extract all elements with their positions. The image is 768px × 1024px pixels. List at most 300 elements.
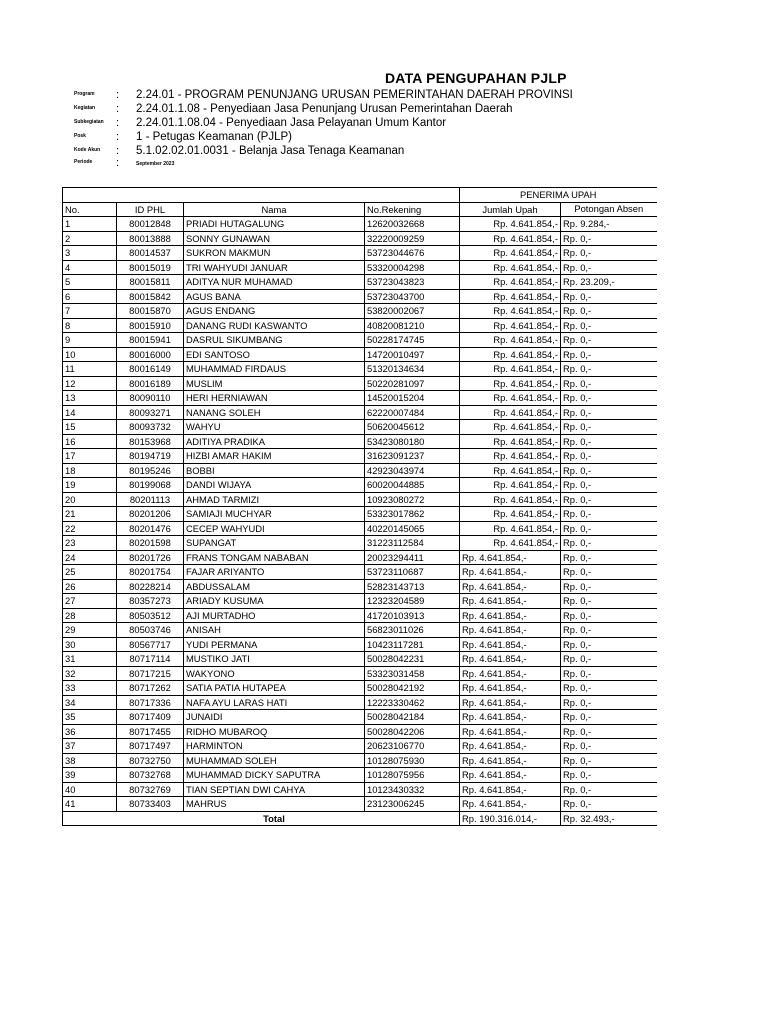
row-jumlah-upah: Rp. 4.641.854,- [460,492,561,507]
row-id-phl: 80503746 [117,623,184,638]
row-nama: ADITYA NUR MUHAMAD [184,275,365,290]
row-rekening: 56823011026 [365,623,460,638]
table-row [63,376,657,391]
row-potongan: Rp. 0,- [561,637,657,652]
row-no: 32 [63,666,117,681]
row-jumlah-upah: Rp. 4.641.854,- [460,579,561,594]
row-potongan: Rp. 0,- [561,608,657,623]
row-rekening: 32220009259 [365,231,460,246]
row-no: 2 [63,231,117,246]
row-rekening: 53723044676 [365,246,460,261]
row-nama: HERI HERNIAWAN [184,391,365,406]
wage-table [62,187,657,826]
row-id-phl: 80732768 [117,768,184,783]
meta-line [74,157,674,171]
row-rekening: 14520015204 [365,391,460,406]
row-potongan: Rp. 0,- [561,797,657,812]
row-no: 38 [63,753,117,768]
meta-line [74,89,674,103]
meta-colon: : [116,145,120,157]
row-id-phl: 80201206 [117,507,184,522]
row-rekening: 23123006245 [365,797,460,812]
row-jumlah-upah: Rp. 4.641.854,- [460,449,561,464]
row-rekening: 12620032668 [365,217,460,232]
row-nama: MUSLIM [184,376,365,391]
row-jumlah-upah: Rp. 4.641.854,- [460,782,561,797]
row-no: 22 [63,521,117,536]
row-id-phl: 80015910 [117,318,184,333]
row-id-phl: 80090110 [117,391,184,406]
row-jumlah-upah: Rp. 4.641.854,- [460,594,561,609]
row-no: 28 [63,608,117,623]
meta-value: September 2023 [136,161,175,167]
row-no: 9 [63,333,117,348]
row-id-phl: 80717215 [117,666,184,681]
row-potongan: Rp. 0,- [561,289,657,304]
row-no: 19 [63,478,117,493]
row-rekening: 14720010497 [365,347,460,362]
table-row [63,565,657,580]
row-rekening: 53323031458 [365,666,460,681]
row-no: 35 [63,710,117,725]
row-jumlah-upah: Rp. 4.641.854,- [460,362,561,377]
row-id-phl: 80012848 [117,217,184,232]
row-id-phl: 80717409 [117,710,184,725]
row-potongan: Rp. 0,- [561,231,657,246]
row-rekening: 50620045612 [365,420,460,435]
row-rekening: 60020044885 [365,478,460,493]
row-nama: MUHAMMAD DICKY SAPUTRA [184,768,365,783]
row-id-phl: 80201598 [117,536,184,551]
row-nama: ABDUSSALAM [184,579,365,594]
meta-label: Kegiatan [74,105,96,111]
row-jumlah-upah: Rp. 4.641.854,- [460,478,561,493]
row-nama: MUHAMMAD FIRDAUS [184,362,365,377]
row-id-phl: 80732750 [117,753,184,768]
row-nama: AGUS ENDANG [184,304,365,319]
row-potongan: Rp. 0,- [561,724,657,739]
table-row [63,217,657,232]
row-id-phl: 80015941 [117,333,184,348]
row-rekening: 20623106770 [365,739,460,754]
row-nama: HIZBI AMAR HAKIM [184,449,365,464]
row-potongan: Rp. 0,- [561,362,657,377]
row-rekening: 12223330462 [365,695,460,710]
col-header-nama: Nama [184,202,365,217]
row-jumlah-upah: Rp. 4.641.854,- [460,391,561,406]
row-nama: FRANS TONGAM NABABAN [184,550,365,565]
row-rekening: 10423117281 [365,637,460,652]
row-jumlah-upah: Rp. 4.641.854,- [460,608,561,623]
row-nama: SONNY GUNAWAN [184,231,365,246]
row-nama: SATIA PATIA HUTAPEA [184,681,365,696]
row-nama: AJI MURTADHO [184,608,365,623]
row-nama: MUSTIKO JATI [184,652,365,667]
row-jumlah-upah: Rp. 4.641.854,- [460,623,561,638]
row-potongan: Rp. 0,- [561,753,657,768]
row-nama: CECEP WAHYUDI [184,521,365,536]
row-rekening: 10923080272 [365,492,460,507]
row-no: 26 [63,579,117,594]
row-jumlah-upah: Rp. 4.641.854,- [460,304,561,319]
row-nama: TRI WAHYUDI JANUAR [184,260,365,275]
row-no: 20 [63,492,117,507]
table-row [63,695,657,710]
row-no: 11 [63,362,117,377]
table-row [63,434,657,449]
meta-label: Periode [74,159,93,165]
table-row [63,391,657,406]
row-potongan: Rp. 0,- [561,652,657,667]
meta-value: 1 - Petugas Keamanan (PJLP) [136,131,292,143]
row-rekening: 40820081210 [365,318,460,333]
table-row [63,492,657,507]
row-nama: MUHAMMAD SOLEH [184,753,365,768]
row-no: 30 [63,637,117,652]
meta-line [74,117,674,131]
meta-label: Program [74,91,95,97]
meta-colon: : [116,103,120,115]
row-jumlah-upah: Rp. 4.641.854,- [460,652,561,667]
row-potongan: Rp. 0,- [561,347,657,362]
row-jumlah-upah: Rp. 4.641.854,- [460,521,561,536]
table-row [63,449,657,464]
row-potongan: Rp. 0,- [561,579,657,594]
row-nama: ARIADY KUSUMA [184,594,365,609]
row-potongan: Rp. 0,- [561,768,657,783]
row-potongan: Rp. 0,- [561,376,657,391]
row-jumlah-upah: Rp. 4.641.854,- [460,739,561,754]
row-nama: JUNAIDI [184,710,365,725]
row-potongan: Rp. 0,- [561,434,657,449]
col-header-id: ID PHL [117,202,184,217]
row-id-phl: 80201113 [117,492,184,507]
row-jumlah-upah: Rp. 4.641.854,- [460,710,561,725]
row-no: 1 [63,217,117,232]
row-potongan: Rp. 0,- [561,565,657,580]
row-jumlah-upah: Rp. 4.641.854,- [460,753,561,768]
row-potongan: Rp. 0,- [561,782,657,797]
row-id-phl: 80201476 [117,521,184,536]
table-row [63,739,657,754]
row-potongan: Rp. 0,- [561,550,657,565]
row-jumlah-upah: Rp. 4.641.854,- [460,507,561,522]
row-rekening: 50028042206 [365,724,460,739]
table-row [63,405,657,420]
row-no: 18 [63,463,117,478]
row-id-phl: 80717336 [117,695,184,710]
row-nama: RIDHO MUBAROQ [184,724,365,739]
row-id-phl: 80093271 [117,405,184,420]
row-jumlah-upah: Rp. 4.641.854,- [460,463,561,478]
row-id-phl: 80016189 [117,376,184,391]
meta-value: 2.24.01.1.08.04 - Penyediaan Jasa Pelayanan Umum Kantor [136,117,447,129]
row-jumlah-upah: Rp. 4.641.854,- [460,217,561,232]
row-id-phl: 80015019 [117,260,184,275]
table-row [63,782,657,797]
row-id-phl: 80195246 [117,463,184,478]
row-potongan: Rp. 0,- [561,666,657,681]
row-jumlah-upah: Rp. 4.641.854,- [460,231,561,246]
row-nama: AGUS BANA [184,289,365,304]
row-potongan: Rp. 0,- [561,420,657,435]
row-jumlah-upah: Rp. 4.641.854,- [460,420,561,435]
row-jumlah-upah: Rp. 4.641.854,- [460,289,561,304]
row-no: 3 [63,246,117,261]
row-rekening: 42923043974 [365,463,460,478]
row-nama: ANISAH [184,623,365,638]
row-nama: HARMINTON [184,739,365,754]
row-id-phl: 80717497 [117,739,184,754]
meta-line [74,131,674,145]
row-potongan: Rp. 0,- [561,507,657,522]
row-id-phl: 80015811 [117,275,184,290]
row-rekening: 52823143713 [365,579,460,594]
row-rekening: 53423080180 [365,434,460,449]
row-potongan: Rp. 0,- [561,710,657,725]
row-potongan: Rp. 0,- [561,521,657,536]
row-id-phl: 80015842 [117,289,184,304]
row-potongan: Rp. 0,- [561,681,657,696]
header-spacer [63,188,117,203]
row-nama: TIAN SEPTIAN DWI CAHYA [184,782,365,797]
row-id-phl: 80201726 [117,550,184,565]
row-jumlah-upah: Rp. 4.641.854,- [460,637,561,652]
row-no: 33 [63,681,117,696]
row-id-phl: 80153968 [117,434,184,449]
row-no: 23 [63,536,117,551]
row-no: 6 [63,289,117,304]
row-no: 27 [63,594,117,609]
row-potongan: Rp. 0,- [561,333,657,348]
table-row [63,521,657,536]
row-rekening: 40220145065 [365,521,460,536]
row-nama: PRIADI HUTAGALUNG [184,217,365,232]
row-rekening: 10123430332 [365,782,460,797]
row-rekening: 51320134634 [365,362,460,377]
row-no: 21 [63,507,117,522]
row-id-phl: 80357273 [117,594,184,609]
table-row [63,753,657,768]
row-no: 4 [63,260,117,275]
col-header-no: No. [63,202,117,217]
meta-colon: : [116,157,120,169]
row-jumlah-upah: Rp. 4.641.854,- [460,550,561,565]
row-rekening: 50028042192 [365,681,460,696]
row-potongan: Rp. 23.209,- [561,275,657,290]
table-row [63,608,657,623]
row-no: 24 [63,550,117,565]
row-jumlah-upah: Rp. 4.641.854,- [460,434,561,449]
table-row [63,550,657,565]
row-no: 12 [63,376,117,391]
row-potongan: Rp. 0,- [561,246,657,261]
meta-label: Posk [74,133,86,139]
col-header-potongan: Potongan Absen [561,202,657,217]
row-id-phl: 80717262 [117,681,184,696]
row-id-phl: 80567717 [117,637,184,652]
table-row [63,681,657,696]
table-row [63,768,657,783]
row-no: 31 [63,652,117,667]
row-jumlah-upah: Rp. 4.641.854,- [460,666,561,681]
row-rekening: 50028042184 [365,710,460,725]
meta-colon: : [116,117,120,129]
row-no: 15 [63,420,117,435]
group-header: PENERIMA UPAH [460,188,657,203]
meta-colon: : [116,131,120,143]
row-jumlah-upah: Rp. 4.641.854,- [460,695,561,710]
row-id-phl: 80733403 [117,797,184,812]
row-rekening: 12323204589 [365,594,460,609]
row-nama: YUDI PERMANA [184,637,365,652]
table-row [63,231,657,246]
table-row [63,623,657,638]
row-potongan: Rp. 0,- [561,449,657,464]
row-no: 36 [63,724,117,739]
meta-value: 2.24.01.1.08 - Penyediaan Jasa Penunjang Urusan Pemerintahan Daerah [136,103,513,115]
table-row [63,304,657,319]
row-id-phl: 80014537 [117,246,184,261]
table-row [63,318,657,333]
row-potongan: Rp. 0,- [561,536,657,551]
row-rekening: 20023294411 [365,550,460,565]
row-nama: FAJAR ARIYANTO [184,565,365,580]
row-jumlah-upah: Rp. 4.641.854,- [460,797,561,812]
row-potongan: Rp. 0,- [561,478,657,493]
table-row [63,710,657,725]
table-row [63,347,657,362]
row-no: 40 [63,782,117,797]
page-title: DATA PENGUPAHAN PJLP [385,70,567,86]
row-jumlah-upah: Rp. 4.641.854,- [460,376,561,391]
row-jumlah-upah: Rp. 4.641.854,- [460,333,561,348]
row-potongan: Rp. 0,- [561,492,657,507]
row-rekening: 53723043700 [365,289,460,304]
row-potongan: Rp. 0,- [561,623,657,638]
row-nama: WAHYU [184,420,365,435]
row-jumlah-upah: Rp. 4.641.854,- [460,536,561,551]
row-rekening: 53320004298 [365,260,460,275]
row-id-phl: 80199068 [117,478,184,493]
row-id-phl: 80194719 [117,449,184,464]
row-rekening: 53723110687 [365,565,460,580]
row-rekening: 50228174745 [365,333,460,348]
row-potongan: Rp. 0,- [561,318,657,333]
table-row [63,246,657,261]
table-row [63,463,657,478]
row-id-phl: 80093732 [117,420,184,435]
row-no: 37 [63,739,117,754]
row-rekening: 10128075930 [365,753,460,768]
row-nama: SAMIAJI MUCHYAR [184,507,365,522]
row-id-phl: 80732769 [117,782,184,797]
meta-label: Subkegiatan [74,119,104,125]
row-rekening: 10128075956 [365,768,460,783]
row-no: 39 [63,768,117,783]
row-nama: ADITIYA PRADIKA [184,434,365,449]
row-potongan: Rp. 0,- [561,739,657,754]
meta-line [74,103,674,117]
row-jumlah-upah: Rp. 4.641.854,- [460,318,561,333]
row-id-phl: 80015870 [117,304,184,319]
row-nama: SUKRON MAKMUN [184,246,365,261]
row-jumlah-upah: Rp. 4.641.854,- [460,724,561,739]
row-potongan: Rp. 0,- [561,594,657,609]
row-no: 7 [63,304,117,319]
row-potongan: Rp. 0,- [561,405,657,420]
row-jumlah-upah: Rp. 4.641.854,- [460,246,561,261]
row-rekening: 41720103913 [365,608,460,623]
row-jumlah-upah: Rp. 4.641.854,- [460,768,561,783]
table-row [63,579,657,594]
row-jumlah-upah: Rp. 4.641.854,- [460,275,561,290]
row-no: 16 [63,434,117,449]
row-rekening: 53820002067 [365,304,460,319]
row-potongan: Rp. 0,- [561,260,657,275]
meta-value: 5.1.02.02.01.0031 - Belanja Jasa Tenaga Keamanan [136,145,405,157]
table-row [63,420,657,435]
row-nama: BOBBI [184,463,365,478]
row-jumlah-upah: Rp. 4.641.854,- [460,565,561,580]
row-id-phl: 80201754 [117,565,184,580]
meta-colon: : [116,89,120,101]
table-row [63,289,657,304]
row-id-phl: 80717114 [117,652,184,667]
table-row [63,507,657,522]
table-row [63,594,657,609]
row-rekening: 50220281097 [365,376,460,391]
table-row [63,724,657,739]
row-jumlah-upah: Rp. 4.641.854,- [460,260,561,275]
total-label: Total [184,811,365,826]
row-nama: NANANG SOLEH [184,405,365,420]
table-row [63,478,657,493]
row-rekening: 53723043823 [365,275,460,290]
table-row [63,536,657,551]
row-no: 25 [63,565,117,580]
row-nama: MAHRUS [184,797,365,812]
table-row [63,333,657,348]
row-rekening: 31623091237 [365,449,460,464]
col-header-jumlah-upah: Jumlah Upah [460,202,561,217]
row-id-phl: 80016149 [117,362,184,377]
table-row [63,362,657,377]
row-nama: NAFA AYU LARAS HATI [184,695,365,710]
table-row [63,275,657,290]
row-id-phl: 80228214 [117,579,184,594]
row-potongan: Rp. 0,- [561,304,657,319]
col-header-rekening: No.Rekening [365,202,460,217]
row-no: 8 [63,318,117,333]
row-no: 14 [63,405,117,420]
table-row [63,797,657,812]
row-nama: AHMAD TARMIZI [184,492,365,507]
row-jumlah-upah: Rp. 4.641.854,- [460,405,561,420]
row-nama: SUPANGAT [184,536,365,551]
table-row [63,652,657,667]
row-potongan: Rp. 0,- [561,463,657,478]
row-rekening: 62220007484 [365,405,460,420]
row-nama: DANANG RUDI KASWANTO [184,318,365,333]
row-potongan: Rp. 0,- [561,695,657,710]
row-no: 17 [63,449,117,464]
table-row [63,260,657,275]
row-no: 29 [63,623,117,638]
row-potongan: Rp. 0,- [561,391,657,406]
row-no: 10 [63,347,117,362]
row-id-phl: 80717455 [117,724,184,739]
